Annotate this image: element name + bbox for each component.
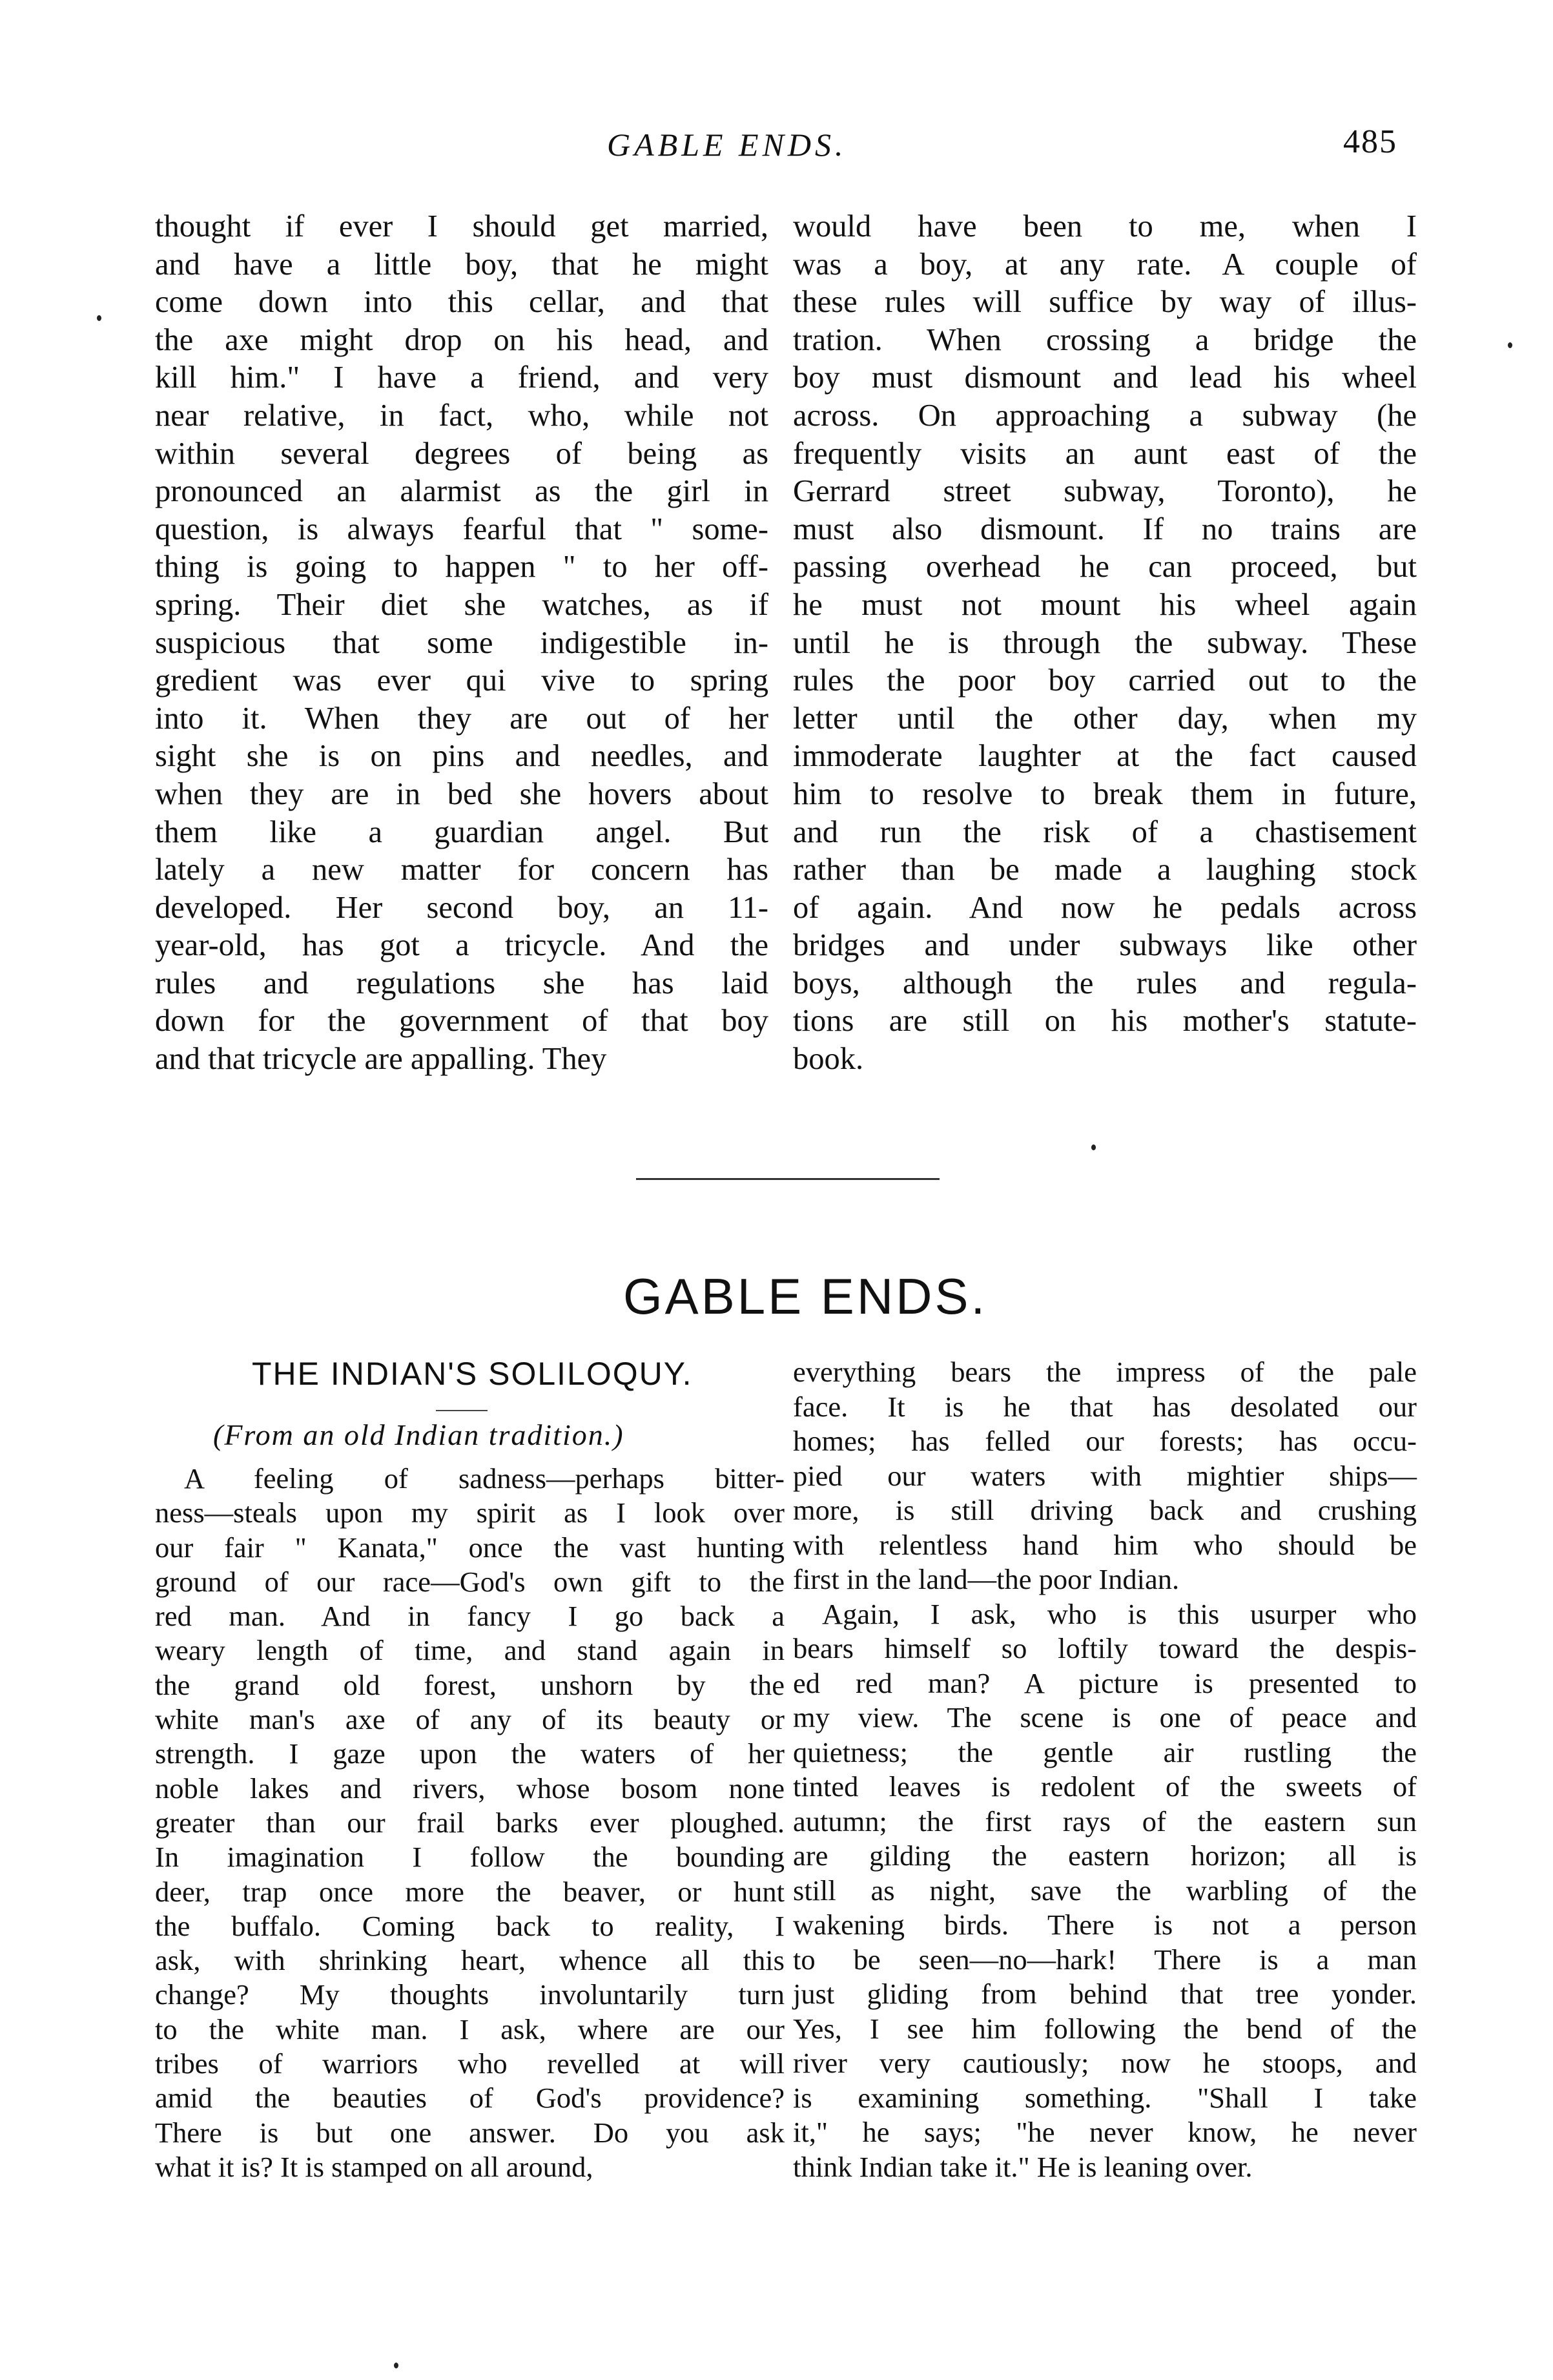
text-line: quietness; the gentle air rustling the: [793, 1735, 1417, 1768]
text-line: more, is still driving back and crushing: [793, 1494, 1417, 1526]
text-line: ness—steals upon my spirit as I look over: [155, 1496, 785, 1529]
text-line: would have been to me, when I: [793, 209, 1417, 243]
text-line: There is but one answer. Do you ask: [155, 2116, 785, 2149]
text-line: deer, trap once more the beaver, or hunt: [155, 1875, 785, 1908]
text-line: down for the government of that boy: [155, 1004, 768, 1039]
print-speck: [97, 315, 101, 321]
text-line: white man's axe of any of its beauty or: [155, 1703, 785, 1736]
text-line: pied our waters with mightier ships—: [793, 1459, 1417, 1492]
text-line: year-old, has got a tricycle. And the: [155, 928, 768, 963]
text-line: until he is through the subway. These: [793, 625, 1417, 660]
text-line: weary length of time, and stand again in: [155, 1634, 785, 1667]
text-line: rather than be made a laughing stock: [793, 853, 1417, 887]
text-line: across. On approaching a subway (he: [793, 398, 1417, 433]
text-line: the axe might drop on his head, and: [155, 322, 768, 357]
text-line: A feeling of sadness—perhaps bitter-: [184, 1462, 785, 1495]
text-line: are gilding the eastern horizon; all is: [793, 1839, 1417, 1872]
text-line: question, is always fearful that " some-: [155, 512, 768, 546]
text-line: into it. When they are out of her: [155, 701, 768, 736]
text-line: tribes of warriors who revelled at will: [155, 2047, 785, 2080]
text-line: autumn; the first rays of the eastern sun: [793, 1805, 1417, 1837]
text-line: with relentless hand him who should be: [793, 1528, 1417, 1561]
text-line: and run the risk of a chastisement: [793, 814, 1417, 849]
text-line: spring. Their diet she watches, as if: [155, 587, 768, 622]
text-line: letter until the other day, when my: [793, 701, 1417, 736]
print-speck: [394, 2363, 398, 2368]
text-line: sight she is on pins and needles, and: [155, 739, 768, 774]
page-number: 485: [1343, 123, 1397, 160]
text-line: immoderate laughter at the fact caused: [793, 739, 1417, 774]
text-line: frequently visits an aunt east of the: [793, 436, 1417, 471]
text-line: homes; has felled our forests; has occu-: [793, 1425, 1417, 1457]
text-line: he must not mount his wheel again: [793, 587, 1417, 622]
text-line: tions are still on his mother's statute-: [793, 1004, 1417, 1039]
text-line: within several degrees of being as: [155, 436, 768, 471]
print-speck: [1508, 342, 1512, 348]
text-line: them like a guardian angel. But: [155, 814, 768, 849]
text-line: passing overhead he can proceed, but: [793, 550, 1417, 585]
text-line: change? My thoughts involuntarily turn: [155, 1978, 785, 2011]
article-subtitle: (From an old Indian tradition.): [213, 1418, 624, 1451]
text-line: tration. When crossing a bridge the: [793, 322, 1417, 357]
text-line: boys, although the rules and regula-: [793, 966, 1417, 1000]
text-line: gredient was ever qui vive to spring: [155, 663, 768, 698]
text-line: come down into this cellar, and that: [155, 285, 768, 320]
top-right-column: [793, 208, 1417, 1079]
text-line: first in the land—the poor Indian.: [793, 1563, 1180, 1595]
section-title: GABLE ENDS.: [623, 1268, 988, 1325]
text-line: river very cautiously; now he stoops, and: [793, 2047, 1417, 2079]
text-line: Again, I ask, who is this usurper who: [822, 1597, 1417, 1630]
text-line: thought if ever I should get married,: [155, 209, 768, 243]
text-line: bridges and under subways like other: [793, 928, 1417, 963]
article-right-column: [793, 1355, 1417, 2184]
text-line: rules the poor boy carried out to the: [793, 663, 1417, 698]
text-line: what it is? It is stamped on all around,: [155, 2150, 593, 2183]
text-line: the grand old forest, unshorn by the: [155, 1668, 785, 1701]
text-line: red man. And in fancy I go back a: [155, 1600, 785, 1633]
text-line: was a boy, at any rate. A couple of: [793, 247, 1417, 282]
text-line: amid the beauties of God's providence?: [155, 2082, 785, 2115]
text-line: ground of our race—God's own gift to the: [155, 1565, 785, 1598]
text-line: is examining something. "Shall I take: [793, 2081, 1417, 2114]
text-line: it," he says; "he never know, he never: [793, 2116, 1417, 2148]
text-line: my view. The scene is one of peace and: [793, 1701, 1417, 1733]
text-line: pronounced an alarmist as the girl in: [155, 474, 768, 509]
text-line: must also dismount. If no trains are: [793, 512, 1417, 546]
text-line: the buffalo. Coming back to reality, I: [155, 1909, 785, 1942]
top-left-column: [155, 208, 768, 1079]
text-line: kill him." I have a friend, and very: [155, 360, 768, 395]
text-line: strength. I gaze upon the waters of her: [155, 1737, 785, 1770]
text-line: suspicious that some indigestible in-: [155, 625, 768, 660]
text-line: In imagination I follow the bounding: [155, 1841, 785, 1874]
text-line: ask, with shrinking heart, whence all this: [155, 1944, 785, 1977]
text-line: boy must dismount and lead his wheel: [793, 360, 1417, 395]
text-line: to the white man. I ask, where are our: [155, 2013, 785, 2045]
text-line: still as night, save the warbling of the: [793, 1874, 1417, 1907]
text-line: bears himself so loftily toward the despis-: [793, 1632, 1417, 1664]
text-line: to be seen—no—hark! There is a man: [793, 1943, 1417, 1976]
text-line: near relative, in fact, who, while not: [155, 398, 768, 433]
text-line: think Indian take it." He is leaning over.: [793, 2150, 1253, 2183]
article-left-column: [155, 1462, 785, 2184]
text-line: when they are in bed she hovers about: [155, 776, 768, 811]
text-line: everything bears the impress of the pale: [793, 1356, 1417, 1388]
text-line: rules and regulations she has laid: [155, 966, 768, 1000]
text-line: our fair " Kanata," once the vast hunting: [155, 1531, 785, 1564]
running-head: GABLE ENDS.: [607, 127, 847, 163]
text-line: face. It is he that has desolated our: [793, 1390, 1417, 1423]
text-line: Yes, I see him following the bend of the: [793, 2012, 1417, 2045]
text-line: just gliding from behind that tree yonder.: [793, 1978, 1417, 2010]
text-line: thing is going to happen " to her off-: [155, 550, 768, 585]
article-title: THE INDIAN'S SOLILOQUY.: [252, 1356, 693, 1392]
text-line: wakening birds. There is not a person: [793, 1909, 1417, 1941]
text-line: him to resolve to break them in future,: [793, 776, 1417, 811]
text-line: noble lakes and rivers, whose bosom none: [155, 1772, 785, 1805]
text-line: tinted leaves is redolent of the sweets of: [793, 1770, 1417, 1803]
text-line: book.: [793, 1042, 864, 1077]
print-speck: [1091, 1144, 1096, 1150]
text-line: of again. And now he pedals across: [793, 890, 1417, 925]
text-line: these rules will suffice by way of illus-: [793, 285, 1417, 320]
section-divider: [636, 1178, 940, 1180]
text-line: Gerrard street subway, Toronto), he: [793, 474, 1417, 509]
text-line: ed red man? A picture is presented to: [793, 1666, 1417, 1699]
title-rule: [436, 1410, 488, 1411]
text-line: developed. Her second boy, an 11-: [155, 890, 768, 925]
text-line: lately a new matter for concern has: [155, 853, 768, 887]
text-line: greater than our frail barks ever ploughed.: [155, 1806, 785, 1839]
text-line: and have a little boy, that he might: [155, 247, 768, 282]
text-line: and that tricycle are appalling. They: [155, 1042, 607, 1077]
